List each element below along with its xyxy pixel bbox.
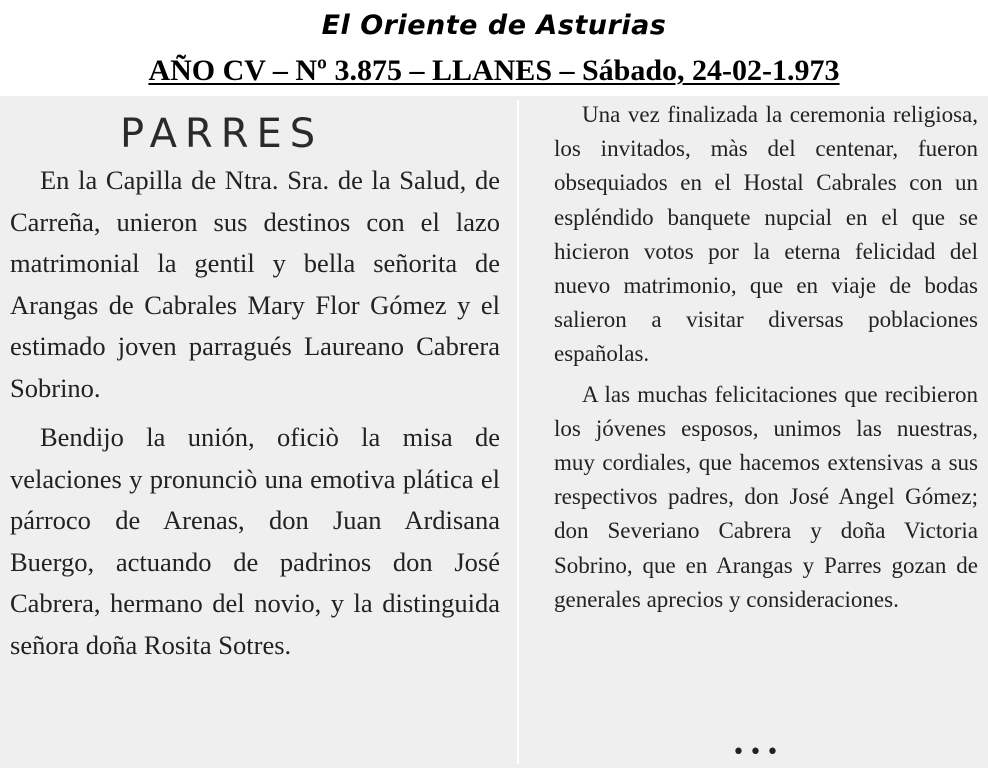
paragraph-congratulations: A las muchas felicitaciones que recibieron los jóvenes esposos, unimos las nuestras, muy cordiales, que hacemos extensivas a sus respectivos padres, don José Angel Gómez; don Severiano Cabrera y doña Victoria Sobrino, que en Arangas y Parres gozan de generales aprecios y consideraciones. (554, 381, 978, 612)
column-divider (517, 100, 519, 764)
newspaper-clipping (0, 96, 988, 768)
left-column (10, 96, 500, 768)
right-column (554, 96, 978, 768)
section-title: PARRES (120, 111, 324, 157)
issue-line-text: AÑO CV – Nº 3.875 – LLANES – Sábado, 24-02-1.973 (148, 54, 840, 87)
newspaper-masthead: El Oriente de Asturias (321, 10, 667, 41)
issue-line (0, 54, 988, 88)
newspaper-header (0, 0, 988, 96)
paragraph-wedding: En la Capilla de Ntra. Sra. de la Salud, de Carreña, unieron sus destinos con el lazo matrimonial la gentil y bella señorita de Arangas de Cabrales Mary Flor Gómez y el estimado joven parragués Laureano Cabrera Sobrino. (10, 165, 500, 403)
paragraph-banquet: Una vez finalizada la ceremonia religiosa, los invitados, màs del centenar, fueron obsequiados en el Hostal Cabrales con un espléndido banquete nupcial en el que se hicieron votos por la eterna felicidad del nuevo matrimonio, que en viaje de bodas salieron a visitar diversas poblaciones españolas. (554, 102, 978, 367)
paragraph-ceremony: Bendijo la unión, oficiò la misa de velaciones y pronunciò una emotiva plática el párroco de Arenas, don Juan Ardisana Buergo, actuando de padrinos don José Cabrera, hermano del novio, y la distinguida señora doña Rosita Sotres. (10, 422, 500, 660)
end-ornament: ••• (732, 740, 783, 765)
